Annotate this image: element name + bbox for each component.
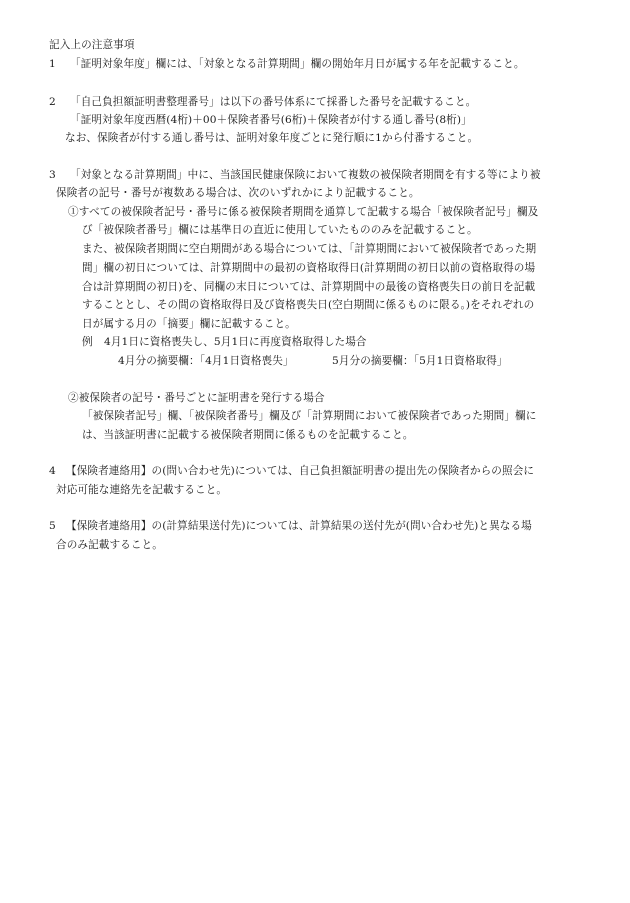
item-3-sub1-line-4: 間」欄の初日については、計算期間中の最初の資格取得日(計算期間の初日以前の資格取得の場 [82,262,536,274]
item-3-line-1: 「対象となる計算期間」中に、当該国民健康保険において複数の被保険者期間を有する等により被 [70,169,541,181]
item-1-line-1: 「証明対象年度」欄には、「対象となる計算期間」欄の開始年月日が属する年を記載すること。 [70,58,525,70]
item-2-line-2: 「証明対象年度西暦(4桁)＋00＋保険者番号(6桁)＋保険者が付する通し番号(8桁)」 [70,114,472,126]
item-4-line-2: 対応可能な連絡先を記載すること。 [56,484,228,496]
item-3-sub1-line-6: することとし、その間の資格取得日及び資格喪失日(空白期間に係るものに限る。)をそれぞれの [82,299,535,311]
example-label: 例 [82,336,93,348]
item-3-sub2-line-1: ②被保険者の記号・番号ごとに証明書を発行する場合 [68,392,325,404]
item-3-line-2: 保険者の記号・番号が複数ある場合は、次のいずれかにより記載すること。 [56,187,420,199]
item-3-sub2-line-3: は、当該証明書に記載する被保険者期間に係るものを記載すること。 [82,429,414,441]
item-3-sub1-line-5: 合は計算期間の初日)を、同欄の末日については、計算期間中の最後の資格喪失日の前日を記載 [82,281,536,293]
example-may: 5月分の摘要欄：「5月1日資格取得」 [332,355,508,367]
item-3-sub1-line-3: また、被保険者期間に空白期間がある場合については、「計算期間において被保険者であった期 [82,243,537,255]
item-5-line-2: 合のみ記載すること。 [56,539,163,551]
item-3-number: 3 [49,169,56,181]
item-1-number: 1 [49,58,56,70]
item-4-number: 4 [49,465,56,477]
item-3-sub1-line-7: 日が属する月の「摘要」欄に記載すること。 [82,318,296,330]
item-2-line-1: 「自己負担額証明書整理番号」は以下の番号体系にて採番した番号を記載すること。 [70,96,477,108]
item-5-line-1: 【保険者連絡用】の(計算結果送付先)については、計算結果の送付先が(問い合わせ先)と異なる場 [66,520,532,532]
item-2-line-3: なお、保険者が付する通し番号は、証明対象年度ごとに発行順に1から付番すること。 [65,132,479,144]
item-3-sub2-line-2: 「被保険者記号」欄、「被保険者番号」欄及び「計算期間において被保険者であった期間」欄に [82,410,537,422]
item-3-sub1-line-1: ①すべての被保険者記号・番号に係る被保険者期間を通算して記載する場合「被保険者記号」欄及 [68,206,539,218]
item-4-line-1: 【保険者連絡用】の(問い合わせ先)については、自己負担額証明書の提出先の保険者からの照会に [66,465,535,477]
item-5-number: 5 [49,520,56,532]
page-title: 記入上の注意事項 [49,39,135,51]
item-2-number: 2 [49,96,56,108]
example-text: 4月1日に資格喪失し、5月1日に再度資格取得した場合 [104,336,367,348]
item-3-sub1-line-2: び「被保険者番号」欄には基準日の直近に使用していたもののみを記載すること。 [82,224,478,236]
example-april: 4月分の摘要欄：「4月1日資格喪失」 [118,355,294,367]
